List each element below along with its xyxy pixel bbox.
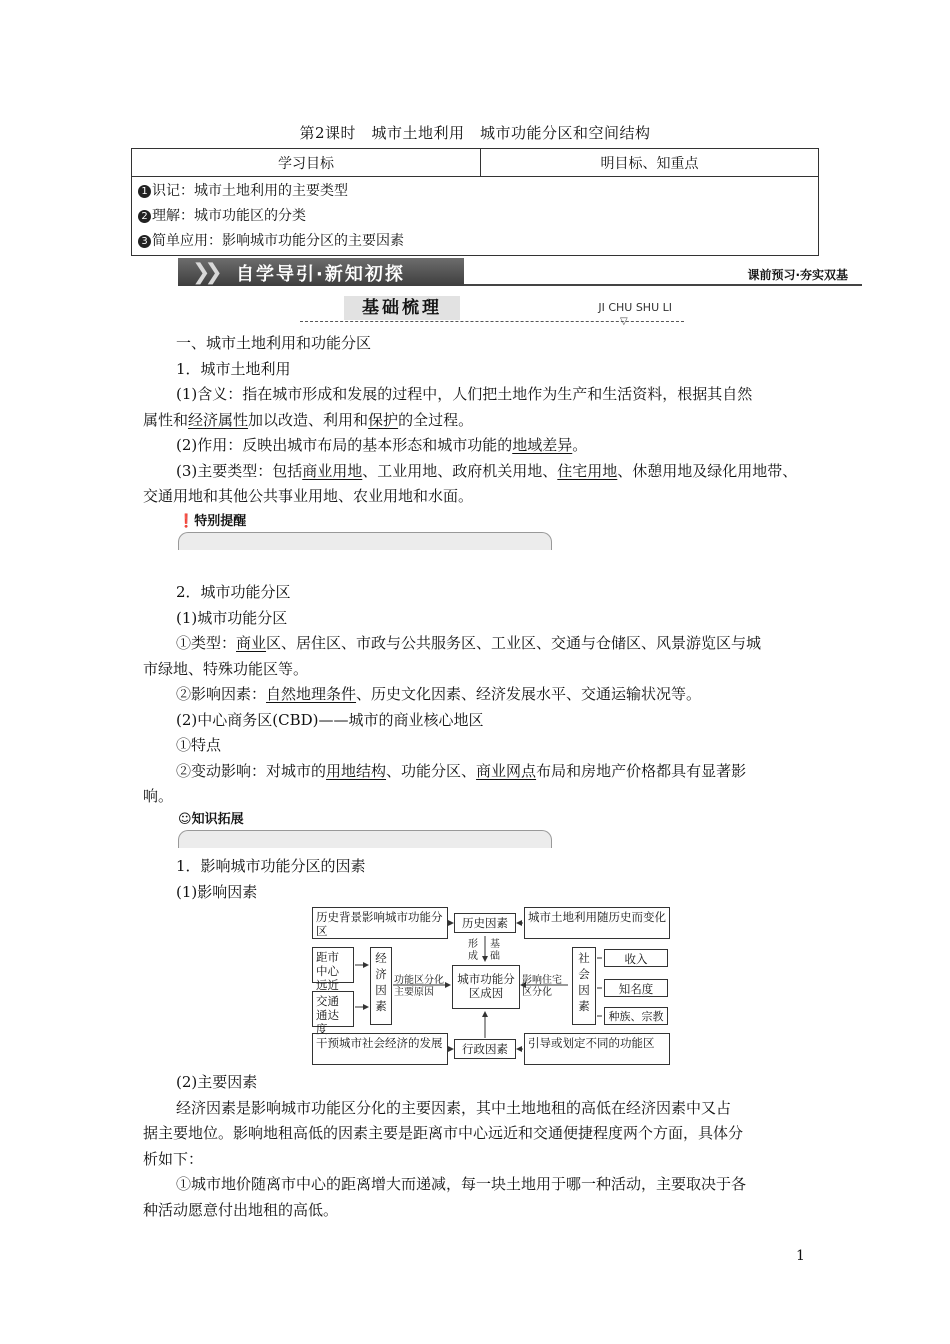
- subheading: 1．影响城市功能分区的因素: [176, 857, 366, 875]
- paragraph: (2)中心商务区(CBD)——城市的商业核心地区: [176, 710, 484, 729]
- banner-subtitle: 课前预习·夯实双基: [747, 268, 848, 282]
- goal-item: 2 理解：城市功能区的分类: [138, 204, 812, 229]
- paragraph: ②影响因素：自然地理条件、历史文化因素、经济发展水平、交通运输状况等。: [176, 685, 702, 703]
- hist-change-box: 城市土地利用随历史而变化: [524, 907, 670, 939]
- paragraph: 析如下：: [143, 1149, 204, 1168]
- paragraph: 经济因素是影响城市功能区分化的主要因素，其中土地地租的高低在经济因素中又占: [176, 1098, 732, 1117]
- page-title: 第2课时 城市土地利用 城市功能分区和空间结构: [299, 124, 651, 142]
- fame-box: 知名度: [604, 979, 668, 997]
- race-box: 种族、宗教: [604, 1007, 668, 1025]
- tip-box: [178, 512, 550, 552]
- goals-table: [131, 148, 819, 256]
- paragraph: 属性和经济属性加以改造、利用和保护的全过程。: [143, 410, 474, 429]
- paragraph: 据主要地位。影响地租高低的因素主要是距离市中心远近和交通便捷程度两个方面，具体分: [143, 1124, 744, 1142]
- section-2: [143, 580, 815, 810]
- section-head-title: 基础梳理: [344, 296, 460, 320]
- section-3-head: [143, 854, 815, 905]
- traffic-box: 交通通达度: [312, 991, 354, 1027]
- dist-box: 距市中心远近: [312, 947, 354, 983]
- number-3-icon: 3: [138, 235, 151, 248]
- form-label: 形成: [468, 939, 478, 962]
- exclamation-icon: ❗: [178, 514, 195, 529]
- tip-head: ❗特别提醒: [178, 514, 247, 529]
- paragraph: (3)主要类型：包括商业用地、工业用地、政府机关用地、住宅用地、休憩用地及绿化用地带、: [176, 461, 798, 480]
- page-number: 1: [796, 1248, 805, 1264]
- heading: 一、城市土地利用和功能分区: [176, 334, 372, 352]
- down-triangle-icon: ▽: [620, 316, 628, 327]
- subheading: 2．城市功能分区: [176, 583, 291, 601]
- goal-item: 1 识记：城市土地利用的主要类型: [138, 179, 812, 204]
- center-box: 城市功能分区成因: [452, 965, 520, 1009]
- section-3: [143, 1070, 815, 1223]
- paragraph: (1)影响因素: [176, 882, 258, 901]
- goals-head-left: 学习目标: [132, 149, 481, 177]
- paragraph: (2)主要因素: [176, 1073, 258, 1091]
- goal-item: 3 简单应用：影响城市功能分区的主要因素: [138, 229, 812, 254]
- econ-box: 经济因素: [370, 947, 392, 1025]
- smile-icon: ☺: [178, 812, 192, 827]
- paragraph: ②变动影响：对城市的用地结构、功能分区、商业网点布局和房地产价格都具有显著影: [176, 761, 747, 780]
- paragraph: 响。: [143, 787, 174, 805]
- social-box: 社会因素: [572, 947, 596, 1025]
- base-label: 基础: [490, 939, 500, 962]
- section-1: [143, 331, 815, 510]
- main-reason-label: 功能区分化 主要原因: [394, 975, 444, 998]
- section-head-en: JI CHU SHU LI: [598, 301, 672, 314]
- section-banner: [178, 258, 862, 288]
- paragraph: ①城市地价随离市中心的距离增大而递减，每一块土地用于哪一种活动，主要取决于各: [176, 1175, 747, 1193]
- banner-title: 自学导引·新知初探: [236, 264, 405, 285]
- goals-head-right: 明目标、知重点: [481, 149, 819, 177]
- hist-box: 历史因素: [454, 913, 516, 933]
- hist-bg-box: 历史背景影响城市功能分区: [312, 907, 448, 939]
- paragraph: 市绿地、特殊功能区等。: [143, 659, 309, 678]
- double-chevron-icon: ❯❯: [192, 260, 217, 285]
- paragraph: (1)城市功能分区: [176, 608, 288, 627]
- factor-diagram: [308, 903, 674, 1067]
- paragraph: ①特点: [176, 736, 222, 754]
- paragraph: (1)含义：指在城市形成和发展的过程中，人们把土地作为生产和生活资料，根据其自然: [176, 385, 753, 403]
- tip-box: [178, 810, 550, 850]
- subheading: 1．城市土地利用: [176, 359, 291, 378]
- paragraph: (2)作用：反映出城市布局的基本形态和城市功能的地域差异。: [176, 436, 588, 454]
- number-2-icon: 2: [138, 210, 151, 223]
- social-effect-label: 影响住宅 区分化: [522, 975, 562, 998]
- section-head: [300, 296, 684, 326]
- income-box: 收入: [604, 949, 668, 967]
- admin-box: 行政因素: [454, 1039, 516, 1059]
- interfere-box: 干预城市社会经济的发展: [312, 1033, 448, 1065]
- paragraph: 种活动愿意付出地租的高低。: [143, 1200, 339, 1219]
- guide-box: 引导或划定不同的功能区: [524, 1033, 670, 1065]
- paragraph: 交通用地和其他公共事业用地、农业用地和水面。: [143, 487, 474, 505]
- number-1-icon: 1: [138, 185, 151, 198]
- tip-head: ☺知识拓展: [178, 812, 244, 827]
- paragraph: ①类型：商业区、居住区、市政与公共服务区、工业区、交通与仓储区、风景游览区与城: [176, 634, 762, 652]
